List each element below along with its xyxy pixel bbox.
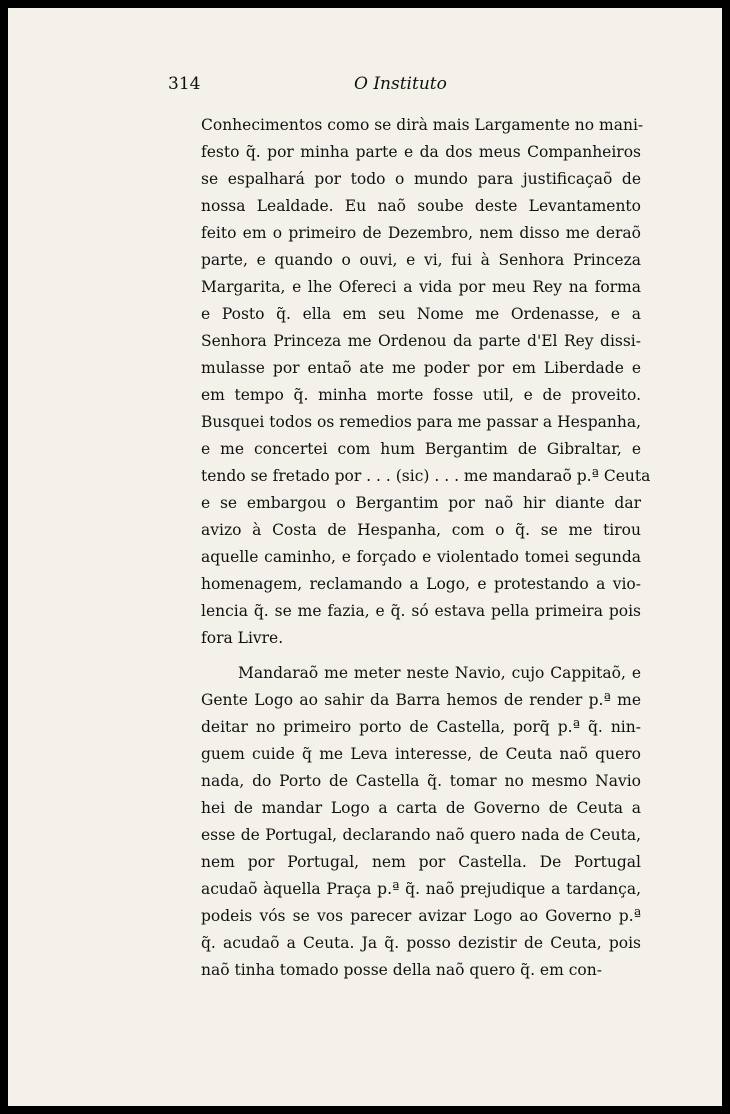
document-page [8, 8, 722, 1106]
text-line: nada, do Porto de Castella q̃. tomar no mesmo Navio [201, 772, 641, 790]
page-header [8, 74, 722, 98]
text-line: Mandaraõ me meter neste Navio, cujo Cappitaõ, e [238, 664, 641, 682]
text-line: feito em o primeiro de Dezembro, nem disso me deraõ [201, 224, 641, 242]
text-line: Senhora Princeza me Ordenou da parte d'El Rey dissi- [201, 332, 641, 350]
text-line: esse de Portugal, declarando naõ quero nada de Ceuta, [201, 826, 641, 844]
text-line: hei de mandar Logo a carta de Governo de Ceuta a [201, 799, 641, 817]
text-line: e me concertei com hum Bergantim de Gibraltar, e [201, 440, 641, 458]
text-line: Busquei todos os remedios para me passar a Hespanha, [201, 413, 642, 431]
text-line: festo q̃. por minha parte e da dos meus Companheiros [201, 143, 641, 161]
text-line: e Posto q̃. ella em seu Nome me Ordenasse, e a [201, 305, 641, 323]
text-line: nem por Portugal, nem por Castella. De Portugal [201, 853, 641, 871]
text-line: deitar no primeiro porto de Castella, porq̃ p.ª q̃. nin- [201, 718, 641, 736]
paragraph-gap [201, 652, 641, 660]
text-line: e se embargou o Bergantim por naõ hir diante dar [201, 494, 641, 512]
text-line: naõ tinha tomado posse della naõ quero q̃. em con- [201, 961, 602, 979]
body-text [201, 112, 651, 984]
text-line: avizo à Costa de Hespanha, com o q̃. se me tirou [201, 521, 641, 539]
text-line: Gente Logo ao sahir da Barra hemos de render p.ª me [201, 691, 641, 709]
text-line: parte, e quando o ouvi, e vi, fui à Senhora Princeza [201, 251, 641, 269]
text-line: acudaõ àquella Praça p.ª q̃. naõ prejudique a tardança, [201, 880, 641, 898]
text-line: em tempo q̃. minha morte fosse util, e de proveito. [201, 386, 641, 404]
page-number: 314 [168, 74, 201, 94]
text-line: guem cuide q̃ me Leva interesse, de Ceuta naõ quero [201, 745, 641, 763]
text-line: fora Livre. [201, 629, 284, 647]
text-line: q̃. acudaõ a Ceuta. Ja q̃. posso dezistir de Ceuta, pois [201, 934, 641, 952]
text-line: aquelle caminho, e forçado e violentado tomei segunda [201, 548, 641, 566]
paragraph [201, 112, 651, 652]
text-line: tendo se fretado por . . . (sic) . . . me mandaraõ p.ª Ceuta [201, 467, 651, 485]
running-title: O Instituto [354, 74, 447, 94]
paragraph [201, 660, 641, 984]
text-line: se espalhará por todo o mundo para justificaçaõ de [201, 170, 641, 188]
text-line: Conhecimentos como se dirà mais Largamente no mani- [201, 116, 644, 134]
text-line: lencia q̃. se me fazia, e q̃. só estava pella primeira pois [201, 602, 641, 620]
text-line: mulasse por entaõ ate me poder por em Liberdade e [201, 359, 641, 377]
text-line: nossa Lealdade. Eu naõ soube deste Levantamento [201, 197, 641, 215]
text-line: podeis vós se vos parecer avizar Logo ao Governo p.ª [201, 907, 641, 925]
text-line: Margarita, e lhe Ofereci a vida por meu Rey na forma [201, 278, 641, 296]
text-line: homenagem, reclamando a Logo, e protestando a vio- [201, 575, 641, 593]
